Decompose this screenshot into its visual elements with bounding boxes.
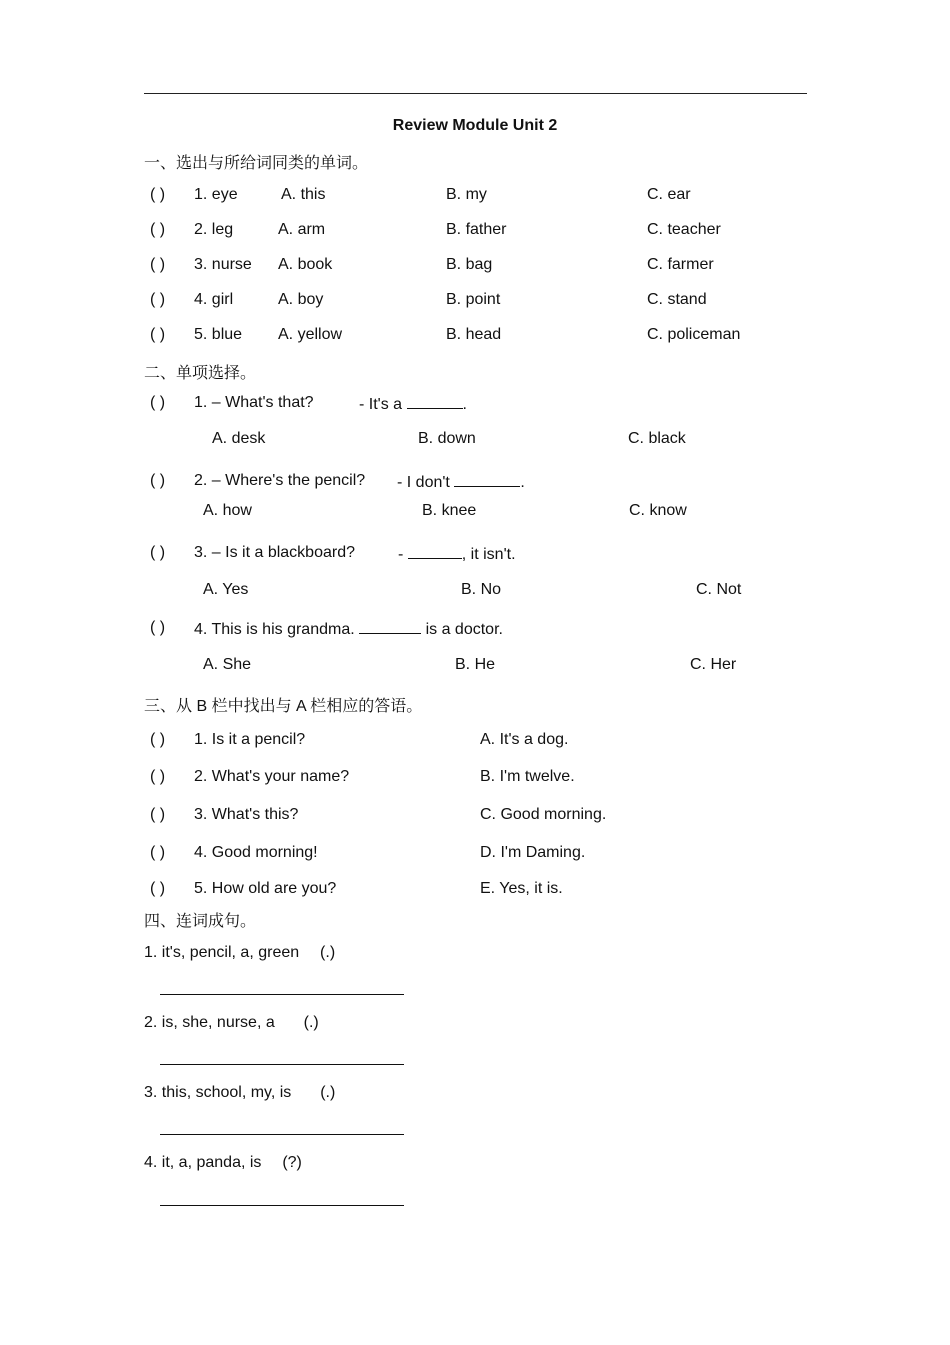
end-punctuation: (.) [320,1084,336,1101]
column-b-item: C. Good morning. [480,806,607,823]
option-a: A. Yes [203,581,249,598]
option-a: A. She [203,656,252,673]
end-punctuation: (?) [282,1154,302,1171]
response-prefix: - It's a [359,396,403,413]
answer-paren[interactable]: ( ) [150,731,166,748]
section-4-heading: 四、连词成句。 [144,913,257,930]
option-a: A. this [281,186,326,203]
option-c: C. farmer [647,256,714,273]
scrambled-words [144,1014,319,1032]
question-word: 3. nurse [194,256,252,273]
option-c: C. Her [690,656,737,673]
answer-paren[interactable]: ( ) [150,256,166,273]
scrambled-words [144,1154,302,1172]
answer-paren[interactable]: ( ) [150,291,166,308]
end-punctuation: (.) [303,1014,319,1031]
option-a: A. boy [278,291,324,308]
option-a: A. how [203,502,252,519]
option-c: C. black [628,430,686,447]
column-b-item: B. I'm twelve. [480,768,575,785]
column-b-item: A. It's a dog. [480,731,569,748]
section-2-heading: 二、单项选择。 [144,365,257,382]
top-rule [144,93,807,94]
word-list: 1. it's, pencil, a, green [144,944,300,961]
response-text [398,544,516,564]
answer-paren[interactable]: ( ) [150,768,166,785]
fill-blank[interactable] [408,544,462,559]
option-b: B. bag [446,256,493,273]
page-title: Review Module Unit 2 [392,117,558,134]
answer-paren[interactable]: ( ) [150,221,166,238]
column-a-item: 2. What's your name? [194,768,350,785]
question-word: 5. blue [194,326,243,343]
response-suffix: , it isn't. [461,546,516,563]
option-c: C. teacher [647,221,721,238]
answer-paren[interactable]: ( ) [150,186,166,203]
column-b-item: E. Yes, it is. [480,880,563,897]
option-a: A. desk [212,430,266,447]
question-text: 2. – Where's the pencil? [194,472,366,489]
option-a: A. arm [278,221,326,238]
answer-paren[interactable]: ( ) [150,806,166,823]
end-punctuation: (.) [320,944,336,961]
question-prefix: 4. This is his grandma. [194,621,355,638]
column-a-item: 3. What's this? [194,806,299,823]
option-c: C. stand [647,291,707,308]
scrambled-words [144,1084,335,1102]
question-text: 3. – Is it a blackboard? [194,544,355,561]
answer-line[interactable] [160,1205,404,1206]
scrambled-words [144,944,335,962]
option-b: B. father [446,221,507,238]
section-3-heading: 三、从 B 栏中找出与 A 栏相应的答语。 [144,698,423,715]
answer-paren[interactable]: ( ) [150,472,166,489]
question-word: 1. eye [194,186,238,203]
option-c: C. know [629,502,687,519]
option-b: B. knee [422,502,477,519]
response-text [397,472,525,492]
column-a-item: 5. How old are you? [194,880,337,897]
section-1-heading: 一、选出与所给词同类的单词。 [144,155,369,172]
answer-paren[interactable]: ( ) [150,544,166,561]
answer-line[interactable] [160,1064,404,1065]
column-a-item: 4. Good morning! [194,844,318,861]
question-word: 2. leg [194,221,234,238]
option-b: B. head [446,326,502,343]
option-a: A. yellow [278,326,343,343]
answer-line[interactable] [160,994,404,995]
answer-line[interactable] [160,1134,404,1135]
question-text: 1. – What's that? [194,394,314,411]
answer-paren[interactable]: ( ) [150,619,166,636]
question-word: 4. girl [194,291,234,308]
option-b: B. my [446,186,487,203]
answer-paren[interactable]: ( ) [150,394,166,411]
option-c: C. ear [647,186,691,203]
response-suffix: . [462,396,467,413]
column-b-item: D. I'm Daming. [480,844,586,861]
answer-paren[interactable]: ( ) [150,326,166,343]
fill-blank[interactable] [454,472,520,487]
question-suffix: is a doctor. [425,621,503,638]
word-list: 3. this, school, my, is [144,1084,292,1101]
response-prefix: - I don't [397,474,450,491]
option-b: B. point [446,291,501,308]
option-c: C. Not [696,581,742,598]
option-c: C. policeman [647,326,741,343]
response-suffix: . [520,474,525,491]
option-a: A. book [278,256,333,273]
question-text [194,619,503,639]
fill-blank[interactable] [359,619,421,634]
answer-paren[interactable]: ( ) [150,844,166,861]
option-b: B. down [418,430,476,447]
option-b: B. No [461,581,502,598]
word-list: 4. it, a, panda, is [144,1154,262,1171]
response-text [359,394,467,414]
word-list: 2. is, she, nurse, a [144,1014,275,1031]
fill-blank[interactable] [407,394,463,409]
column-a-item: 1. Is it a pencil? [194,731,306,748]
option-b: B. He [455,656,496,673]
answer-paren[interactable]: ( ) [150,880,166,897]
response-prefix: - [398,546,404,563]
